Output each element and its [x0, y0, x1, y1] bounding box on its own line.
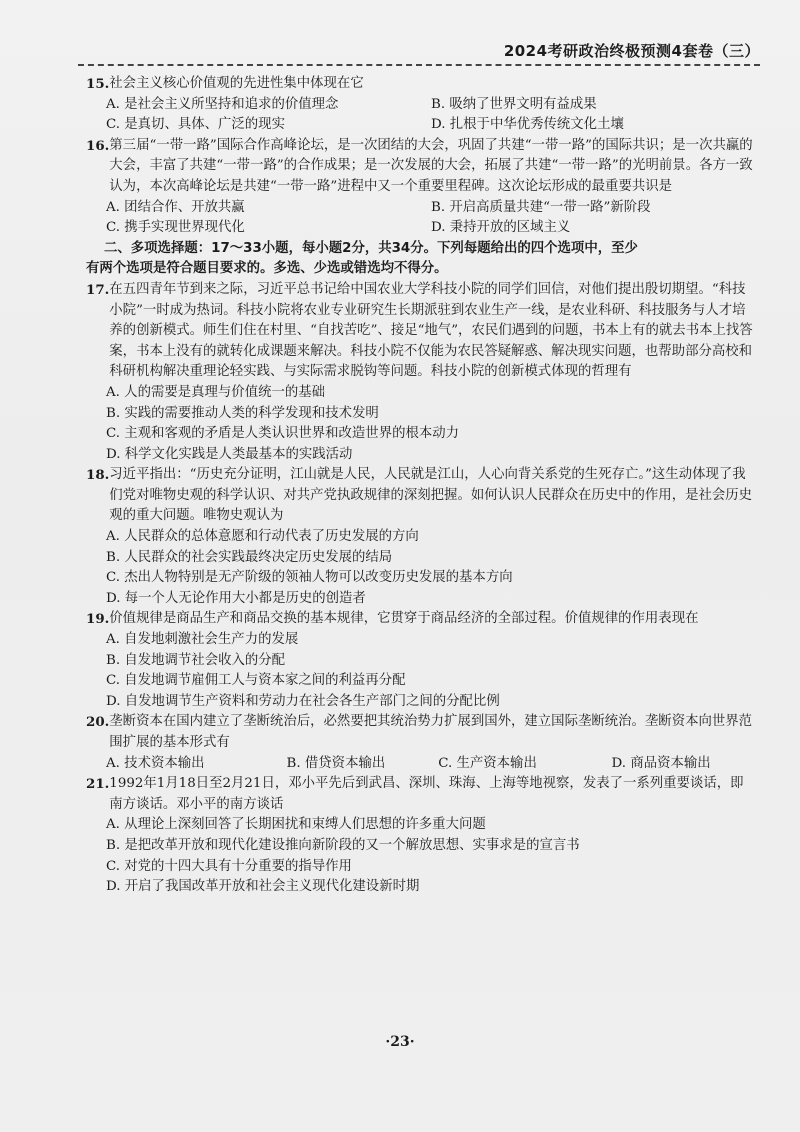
question-stem: 第三届“一带一路”国际合作高峰论坛，是一次团结的大会，巩固了共建“一带一路”的国际共识；是一次共赢的大会，丰富了共建“一带一路”的合作成果；是一次发展的大会，拓展了共建“一带一路”的光明前景。各方一致认为，本次高峰论坛是共建“一带一路”进程中又一个重要里程碑。这次论坛形成的最重要共识是 — [109, 137, 753, 194]
option-a: A. 自发地刺激社会生产力的发展 — [106, 632, 299, 648]
page-header-title: 2024考研政治终极预测4套卷（三） — [503, 42, 760, 60]
option-b: B. 是把改革开放和现代化建设推向新阶段的又一个解放思想、实事求是的宣言书 — [106, 837, 580, 853]
option-d: D. 商品资本输出 — [611, 755, 711, 771]
question-number: 18. — [86, 467, 110, 484]
question-stem: 习近平指出：“历史充分证明，江山就是人民，人民就是江山，人心向背关系党的生死存亡。”这生动体现了我们党对唯物史观的科学认识、对共产党执政规律的深刻把握。如何认识人民群众在历史中的作用，是社会历史观的重大问题。唯物史观认为 — [109, 467, 753, 524]
page-number: ·23· — [385, 1034, 415, 1050]
option-b: B. 借贷资本输出 — [286, 755, 386, 771]
option-d: D. 开启了我国改革开放和社会主义现代化建设新时期 — [106, 879, 420, 895]
option-a: A. 是社会主义所坚持和追求的价值理念 — [106, 96, 339, 112]
option-c: C. 是真切、具体、广泛的现实 — [106, 117, 285, 133]
option-c: C. 主观和客观的矛盾是人类认识世界和改造世界的根本动力 — [106, 426, 460, 442]
option-c: C. 自发地调节雇佣工人与资本家之间的利益再分配 — [106, 673, 406, 689]
option-d: D. 科学文化实践是人类最基本的实践活动 — [106, 446, 353, 462]
option-a: A. 技术资本输出 — [106, 755, 205, 771]
question-number: 16. — [86, 137, 110, 154]
question-number: 20. — [86, 714, 110, 731]
question-stem: 价值规律是商品生产和商品交换的基本规律，它贯穿于商品经济的全部过程。价值规律的作用表现在 — [109, 611, 699, 627]
question-number: 19. — [86, 611, 110, 628]
option-a: A. 从理论上深刻回答了长期困扰和束缚人们思想的许多重大问题 — [106, 817, 486, 833]
option-d: D. 秉持开放的区域主义 — [431, 220, 571, 236]
question-stem: 在五四青年节到来之际，习近平总书记给中国农业大学科技小院的同学们回信，对他们提出殷切期望。“科技小院”一时成为热词。科技小院将农业专业研究生长期派驻到农业生产一线，是农业科研、科技服务与人才培养的创新模式。师生们住在村里、“自找苦吃”、接足“地气”，农民们遇到的问题，书本上有的就去书本上找答案，书本上没有的就转化成课题来解决。科技小院不仅能为农民答疑解惑、解决现实问题，也帮助部分高校和科研机构解决重理论轻实践、与实际需求脱钩等问题。科技小院的创新模式体现的哲理有 — [109, 281, 753, 380]
page-content — [86, 74, 756, 898]
option-b: B. 自发地调节社会收入的分配 — [106, 652, 286, 668]
question-stem: 1992年1月18日至2月21日，邓小平先后到武昌、深圳、珠海、上海等地视察，发表了一系列重要谈话，即南方谈话。邓小平的南方谈话 — [109, 776, 744, 812]
question-16 — [86, 136, 756, 239]
option-b: B. 开启高质量共建“一带一路”新阶段 — [431, 199, 651, 215]
question-number: 17. — [86, 281, 110, 298]
option-d: D. 自发地调节生产资料和劳动力在社会各生产部门之间的分配比例 — [106, 693, 500, 709]
question-20 — [86, 712, 756, 774]
question-number: 15. — [86, 76, 110, 92]
question-17 — [86, 280, 756, 465]
option-c: C. 对党的十四大具有十分重要的指导作用 — [106, 858, 352, 874]
option-c: C. 杰出人物特别是无产阶级的领袖人物可以改变历史发展的基本方向 — [106, 570, 513, 586]
option-b: B. 吸纳了世界文明有益成果 — [431, 96, 597, 112]
question-stem: 垄断资本在国内建立了垄断统治后，必然要把其统治势力扩展到国外，建立国际垄断统治。垄断资本向世界范围扩展的基本形式有 — [109, 714, 753, 750]
option-b: B. 人民群众的社会实践最终决定历史发展的结局 — [106, 549, 393, 565]
option-b: B. 实践的需要推动人类的科学发现和技术发明 — [106, 405, 379, 421]
question-number: 21. — [86, 776, 110, 793]
option-d: D. 扎根于中华优秀传统文化土壤 — [431, 117, 624, 133]
section-heading-line-1: 二、多项选择题：17～33小题，每小题2分，共34分。下列每题给出的四个选项中，至少 — [104, 240, 638, 256]
section-heading-line-2: 有两个选项是符合题目要求的。多选、少选或错选均不得分。 — [86, 261, 448, 277]
option-c: C. 携手实现世界现代化 — [106, 220, 245, 236]
question-stem: 社会主义核心价值观的先进性集中体现在它 — [109, 76, 364, 91]
option-a: A. 人的需要是真理与价值统一的基础 — [106, 384, 326, 400]
option-d: D. 每一个人无论作用大小都是历史的创造者 — [106, 590, 366, 606]
question-19 — [86, 609, 756, 712]
option-a: A. 人民群众的总体意愿和行动代表了历史发展的方向 — [106, 529, 419, 545]
question-21 — [86, 774, 756, 898]
question-18 — [86, 465, 756, 609]
option-a: A. 团结合作、开放共赢 — [106, 199, 245, 215]
section-heading — [86, 239, 756, 280]
question-15 — [86, 74, 756, 136]
header-divider — [78, 64, 760, 66]
option-c: C. 生产资本输出 — [438, 755, 537, 771]
